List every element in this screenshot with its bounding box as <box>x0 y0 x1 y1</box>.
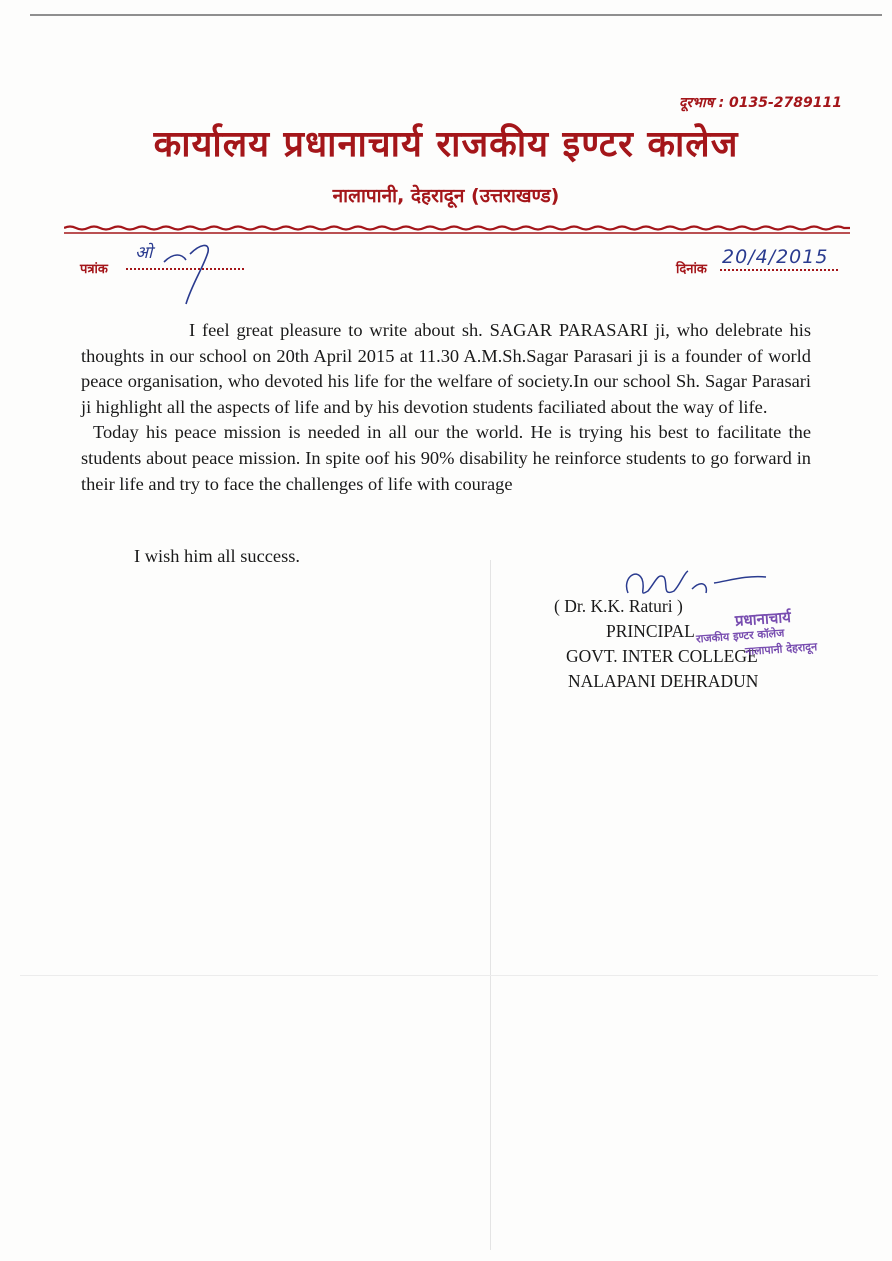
letterhead-subtitle: नालापानी, देहरादून (उत्तराखण्ड) <box>332 185 560 207</box>
letter-body <box>81 318 811 497</box>
letterhead-title: कार्यालय प्रधानाचार्य राजकीय इण्टर कालेज <box>153 124 739 165</box>
signatory-name: ( Dr. K.K. Raturi ) <box>554 596 683 616</box>
reference-label: पत्रांक <box>80 262 108 277</box>
scan-edge <box>30 14 882 16</box>
body-paragraph-1: I feel great pleasure to write about sh. SAGAR PARASARI ji, who delebrate his thoughts in our school on 20th April 2015 at 11.30 A.M.Sh.Sagar Parasari ji is a founder of world peace organisation, who devoted his life for the welfare of society.In our school Sh. Sagar Parasari ji highlight all the aspects of life and by his devotion students faciliated about the way of life. <box>81 320 811 417</box>
stamp-line-1: प्रधानाचार्य <box>734 607 792 630</box>
date-label: दिनांक <box>676 262 707 277</box>
closing-line: I wish him all success. <box>134 546 301 566</box>
date-value: 20/4/2015 <box>722 246 829 268</box>
stamp-line-2: राजकीय इण्टर कॉलेज <box>695 626 785 646</box>
signatory-organisation: GOVT. INTER COLLEGE <box>566 646 758 666</box>
letterhead-divider <box>64 225 850 235</box>
official-stamp <box>695 604 858 663</box>
signatory-title: PRINCIPAL <box>606 621 695 641</box>
fold-crease-horizontal <box>20 975 878 976</box>
reference-value: ओ <box>135 243 153 262</box>
signatory-place: NALAPANI DEHRADUN <box>568 671 759 691</box>
letterhead-phone: दूरभाष : 0135-2789111 <box>678 95 842 111</box>
stamp-line-3: नालापानी देहरादून <box>744 640 818 659</box>
fold-crease-vertical <box>490 560 491 1250</box>
body-paragraph-2: Today his peace mission is needed in all our the world. He is trying his best to facilitate the students about peace mission. In spite oof his 90% disability he reinforce students to go forward in their life and try to face the challenges of life with courage <box>81 422 811 494</box>
reference-handwriting <box>160 240 220 306</box>
